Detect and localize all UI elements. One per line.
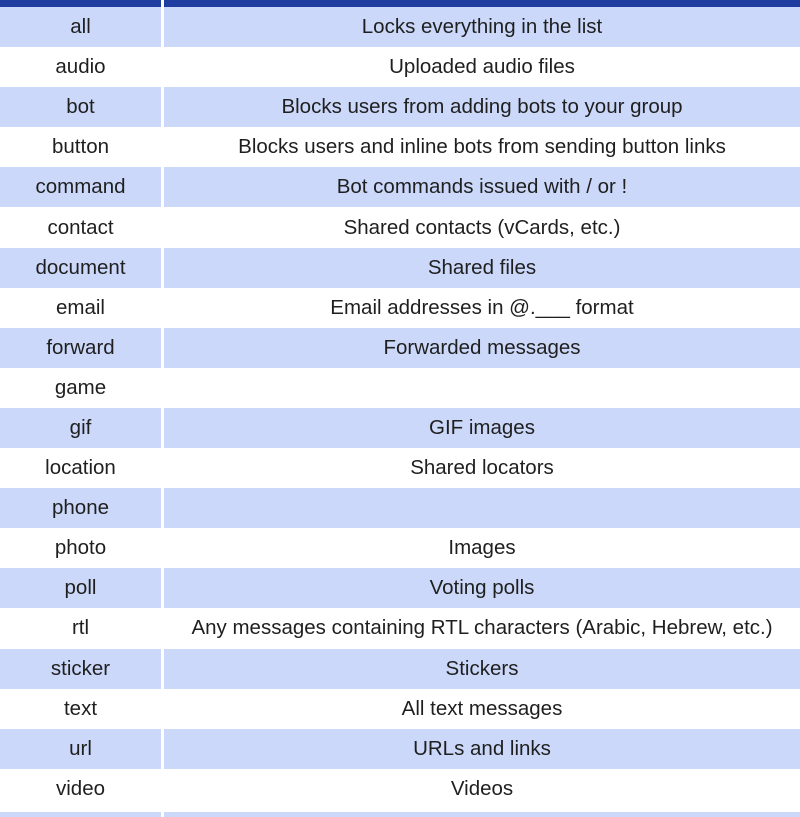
lock-description-cell: Bot commands issued with / or !: [336, 175, 628, 199]
table-row: [0, 488, 800, 528]
lock-description-cell: Forwarded messages: [383, 335, 581, 359]
lock-type-cell: command: [35, 175, 126, 199]
lock-type-cell: audio: [55, 55, 106, 79]
lock-description-cell: All text messages: [401, 696, 563, 720]
table-row: [0, 448, 800, 488]
table-row: [0, 568, 800, 608]
lock-type-cell: sticker: [50, 656, 111, 680]
table-row: [0, 608, 800, 648]
lock-type-cell: video: [55, 776, 105, 800]
table-row: [0, 769, 800, 809]
table-row: [0, 288, 800, 328]
table-row: [0, 7, 800, 47]
lock-type-cell: game: [54, 375, 107, 399]
lock-type-cell: email: [56, 295, 105, 319]
table-row: [0, 207, 800, 247]
lock-type-cell: location: [45, 456, 116, 480]
lock-type-cell: gif: [69, 415, 92, 439]
table-header-bar: [0, 0, 800, 7]
lock-description-cell: Any messages containing RTL characters (Arabic, Hebrew, etc.): [191, 616, 773, 640]
table-row: [0, 408, 800, 448]
lock-description-cell: Shared locators: [410, 456, 554, 480]
lock-description-cell: Blocks users and inline bots from sending button links: [238, 135, 726, 159]
lock-description-cell: URLs and links: [413, 736, 551, 760]
next-row-edge: [0, 812, 800, 817]
header-column-divider: [161, 0, 164, 7]
lock-description-cell: Uploaded audio files: [389, 55, 575, 79]
lock-type-cell: bot: [66, 95, 95, 119]
lock-description-cell: Blocks users from adding bots to your group: [281, 95, 683, 119]
lock-type-cell: phone: [51, 496, 109, 520]
lock-type-cell: all: [70, 15, 91, 39]
table-row: [0, 368, 800, 408]
lock-description-cell: Stickers: [445, 656, 519, 680]
lock-description-cell: Shared files: [427, 255, 537, 279]
table-row: [0, 729, 800, 769]
table-row: [0, 528, 800, 568]
lock-description-cell: Email addresses in @.___ format: [330, 295, 634, 319]
table-row: [0, 87, 800, 127]
lock-type-cell: text: [63, 696, 98, 720]
lock-type-cell: photo: [54, 536, 107, 560]
lock-type-cell: contact: [47, 215, 114, 239]
table-row: [0, 689, 800, 729]
table-body: [0, 7, 800, 809]
lock-description-cell: Locks everything in the list: [361, 15, 603, 39]
lock-type-cell: button: [52, 135, 109, 159]
lock-description-cell: Shared contacts (vCards, etc.): [343, 215, 621, 239]
table-row: [0, 127, 800, 167]
table-row: [0, 328, 800, 368]
lock-description-cell: Voting polls: [429, 576, 535, 600]
lock-type-cell: rtl: [71, 616, 90, 640]
table-row: [0, 248, 800, 288]
lock-description-cell: GIF images: [429, 415, 535, 439]
next-row-divider: [161, 812, 164, 817]
table-row: [0, 649, 800, 689]
lock-type-cell: forward: [46, 335, 115, 359]
lock-description-cell: Images: [448, 536, 516, 560]
table-row: [0, 167, 800, 207]
table-row: [0, 47, 800, 87]
lock-description-cell: Videos: [450, 776, 514, 800]
lock-type-cell: document: [35, 255, 126, 279]
lock-type-cell: url: [69, 736, 92, 760]
lock-type-cell: poll: [64, 576, 97, 600]
